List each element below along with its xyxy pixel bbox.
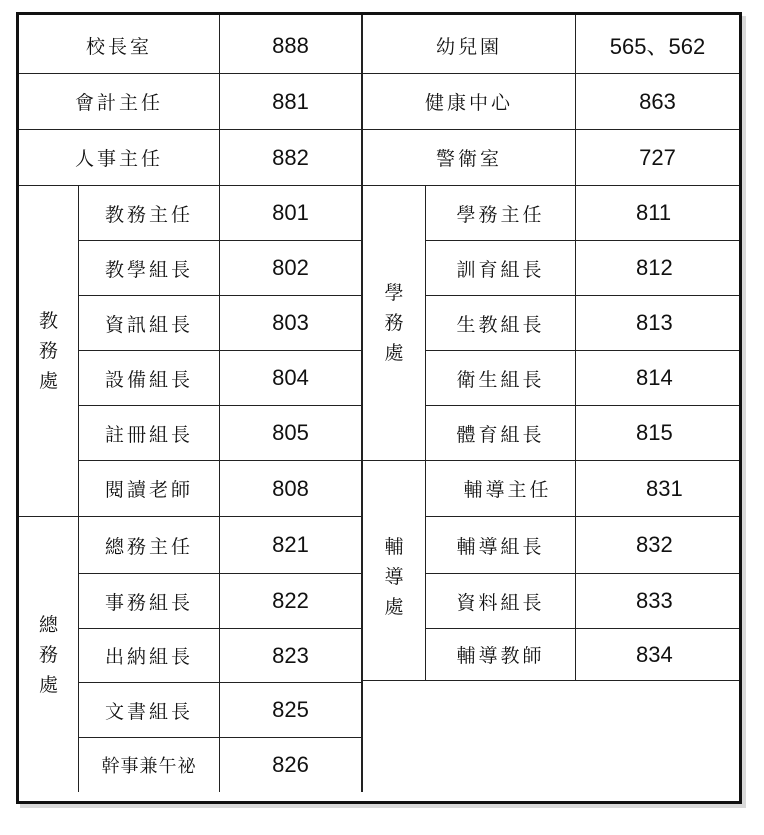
- row-divider: [363, 680, 739, 681]
- department-char: 處: [384, 596, 404, 618]
- extension-number: 805: [272, 420, 309, 445]
- extension-number: 823: [272, 642, 309, 668]
- office-title: 教學組長: [104, 258, 193, 281]
- office-title: 設備組長: [104, 368, 193, 391]
- extension-number: 831: [646, 475, 683, 501]
- office-title: 資料組長: [456, 591, 545, 614]
- office-title: 健康中心: [424, 92, 513, 114]
- office-title: 學務主任: [456, 203, 545, 226]
- office-title: 資訊組長: [104, 313, 193, 336]
- department-label: [19, 517, 78, 792]
- department-char: 輔: [384, 536, 404, 558]
- extension-number: 727: [639, 144, 676, 170]
- extension-number: 803: [272, 310, 309, 335]
- office-title: 幹事兼午祕: [101, 756, 197, 777]
- office-title: 出納組長: [104, 646, 193, 668]
- department-char: 導: [384, 566, 404, 588]
- office-title: 警衛室: [435, 148, 502, 170]
- office-title: 體育組長: [456, 423, 545, 446]
- extension-number: 808: [272, 475, 309, 501]
- extension-number: 821: [272, 532, 309, 557]
- extension-number: 834: [636, 641, 673, 667]
- extension-number: 815: [636, 420, 673, 445]
- department-label: [363, 461, 425, 680]
- department-char: 處: [384, 342, 404, 364]
- extension-number: 801: [272, 200, 309, 225]
- office-title: 訓育組長: [456, 258, 545, 281]
- extension-number: 888: [272, 32, 309, 58]
- extension-number: 826: [272, 752, 309, 777]
- extension-number: 802: [272, 255, 309, 280]
- office-title: 人事主任: [74, 148, 163, 170]
- department-char: 總: [38, 613, 58, 636]
- office-title: 生教組長: [456, 313, 545, 336]
- office-title: 閱讀老師: [104, 479, 193, 501]
- department-char: 處: [38, 673, 58, 696]
- extension-number: 814: [636, 365, 673, 390]
- extension-number: 882: [272, 144, 309, 170]
- extension-number: 811: [636, 200, 672, 225]
- office-title: 衛生組長: [456, 368, 545, 391]
- office-title: 輔導組長: [456, 535, 545, 558]
- extension-number: 804: [272, 365, 309, 390]
- extension-number: 812: [636, 255, 673, 280]
- department-char: 務: [38, 340, 58, 362]
- department-label: [19, 186, 78, 516]
- office-title: 幼兒園: [435, 36, 502, 58]
- office-title: 教務主任: [104, 203, 193, 226]
- office-title: 事務組長: [104, 591, 193, 614]
- department-char: 處: [38, 370, 58, 392]
- department-char: 務: [384, 312, 404, 334]
- extension-number: 881: [272, 88, 309, 114]
- extension-number: 863: [639, 88, 676, 114]
- department-char: 務: [38, 643, 58, 666]
- office-title: 註冊組長: [104, 423, 193, 446]
- office-title: 校長室: [85, 36, 152, 58]
- office-title: 輔導主任: [463, 479, 552, 501]
- extension-number: 833: [636, 588, 673, 613]
- office-title: 會計主任: [74, 92, 163, 114]
- extension-number: 822: [272, 588, 309, 613]
- extension-number: 565、562: [609, 34, 706, 59]
- department-char: 學: [384, 282, 404, 304]
- department-char: 教: [38, 310, 58, 332]
- extension-number: 832: [636, 532, 673, 557]
- office-title: 輔導教師: [456, 645, 545, 667]
- extension-number: 825: [272, 697, 309, 722]
- office-title: 總務主任: [104, 535, 193, 558]
- extension-number: 813: [636, 310, 673, 335]
- office-title: 文書組長: [104, 700, 193, 723]
- department-label: [363, 186, 425, 460]
